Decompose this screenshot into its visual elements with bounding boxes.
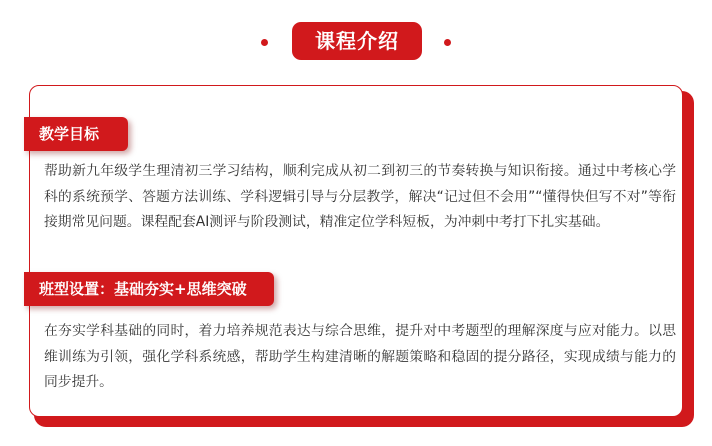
- section-label-teaching-goal: 教学目标: [24, 117, 128, 151]
- page-title: 课程介绍: [292, 22, 422, 60]
- section-label-class-setting: 班型设置：基础夯实+思维突破: [24, 272, 274, 306]
- section-body-class-setting: 在夯实学科基础的同时，着力培养规范表达与综合思维，提升对中考题型的理解深度与应对能力。以思维训练为引领，强化学科系统感，帮助学生构建清晰的解题策略和稳固的提分路径，实现成绩与能力的同步提升。: [44, 323, 676, 390]
- title-area: [0, 0, 712, 64]
- section-body-teaching-goal: 帮助新九年级学生理清初三学习结构，顺利完成从初二到初三的节奏转换与知识衔接。通过中考核心学科的系统预学、答题方法训练、学科逻辑引导与分层教学，解决“记过但不会用”“懂得快但写不对”等衔接期常见问题。课程配套AI测评与阶段测试，精准定位学科短板，为冲刺中考打下扎实基础。: [44, 163, 676, 230]
- title-left-dot: [261, 39, 268, 46]
- title-right-dot: [444, 39, 451, 46]
